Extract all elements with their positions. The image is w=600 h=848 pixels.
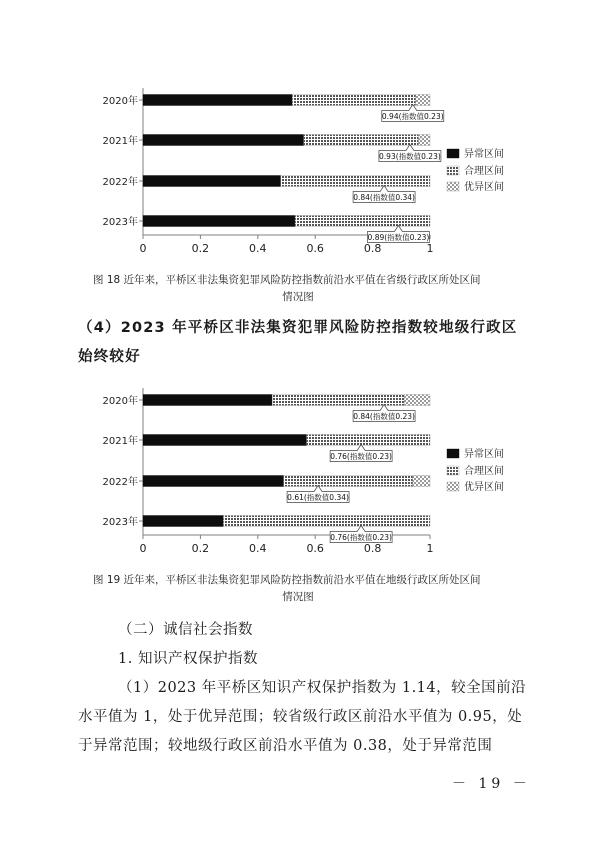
- marker-callout: [353, 186, 415, 203]
- chart-18: [0, 80, 600, 265]
- subsection-1-title: 1. 知识产权保护指数: [118, 651, 258, 667]
- bar-segment-abnormal: [143, 516, 223, 527]
- legend-label: 异常区间: [464, 449, 504, 460]
- y-category-label: 2021年: [102, 436, 138, 447]
- page-number: － 19 －: [452, 776, 531, 792]
- marker-callout-label: 0.61(指数值0.34): [287, 493, 349, 502]
- bar-segment-abnormal: [143, 216, 295, 227]
- legend-swatch-abnormal: [447, 449, 459, 458]
- y-category-label: 2020年: [102, 96, 138, 107]
- x-tick-label: 0.8: [363, 242, 382, 255]
- marker-callout-label: 0.94(指数值0.23): [381, 112, 444, 121]
- y-category-label: 2022年: [102, 477, 138, 488]
- x-tick-label: 0.6: [306, 542, 324, 555]
- legend-swatch-abnormal: [447, 149, 459, 158]
- figure-19: [0, 380, 600, 565]
- marker-callout: [330, 445, 392, 462]
- bar-segment-reasonable: [223, 516, 430, 527]
- figure-18: [0, 80, 600, 265]
- legend-label: 合理区间: [464, 166, 504, 177]
- x-tick-label: 0: [139, 242, 147, 255]
- marker-callout: [287, 486, 349, 503]
- paragraph-ip-index: （1）2023 年平桥区知识产权保护指数为 1.14，较全国前沿水平值为 1，处于优异范围；较省级行政区前沿水平值为 0.95，处于异常范围；较地级行政区前沿水平值为 0.38，处于异常范围: [78, 680, 527, 754]
- paragraph-4-heading: （4）2023 年平桥区非法集资犯罪风险防控指数较地级行政区始终较好: [78, 320, 518, 365]
- figure-18-caption: [93, 272, 513, 306]
- figure-19-caption: [93, 572, 513, 606]
- bar-segment-excellent: [416, 95, 430, 106]
- bar-segment-reasonable: [295, 216, 430, 227]
- figure-18-caption-line1: 图 18 近年来，平桥区非法集资犯罪风险防控指数前沿水平值在省级行政区所处区间: [93, 274, 481, 286]
- bar-segment-abnormal: [143, 95, 292, 106]
- x-tick-label: 0.2: [191, 242, 210, 255]
- marker-callout-label: 0.84(指数值0.34): [353, 193, 415, 202]
- legend-swatch-reasonable: [447, 166, 459, 175]
- bar-segment-abnormal: [143, 135, 304, 146]
- marker-callout: [353, 405, 415, 422]
- x-tick-label: 0.4: [249, 542, 267, 555]
- legend-swatch-reasonable: [447, 466, 459, 475]
- legend-swatch-excellent: [447, 182, 459, 191]
- y-category-label: 2020年: [102, 396, 138, 407]
- section-2-title: （二）诚信社会指数: [118, 622, 253, 638]
- marker-callout: [330, 526, 392, 543]
- legend-label: 优异区间: [464, 182, 504, 193]
- bar-segment-reasonable: [281, 176, 430, 187]
- x-tick-label: 0: [139, 542, 147, 555]
- y-category-label: 2021年: [102, 136, 138, 147]
- bar-segment-reasonable: [307, 435, 430, 446]
- bar-segment-reasonable: [284, 476, 413, 487]
- bar-segment-abnormal: [143, 176, 281, 187]
- marker-callout-label: 0.89(指数值0.23): [367, 233, 430, 242]
- marker-callout-label: 0.93(指数值0.23): [379, 152, 441, 161]
- bar-segment-abnormal: [143, 435, 307, 446]
- marker-callout-label: 0.76(指数值0.23): [330, 452, 393, 461]
- x-tick-label: 0.8: [363, 542, 382, 555]
- x-tick-label: 1: [426, 542, 434, 555]
- figure-18-caption-line2: 情况图: [282, 291, 314, 303]
- bar-segment-excellent: [404, 395, 430, 406]
- x-tick-label: 0.6: [306, 242, 324, 255]
- marker-callout: [367, 226, 429, 243]
- chart-19: [0, 380, 600, 565]
- marker-callout: [382, 105, 444, 122]
- bar-segment-excellent: [419, 135, 430, 146]
- marker-callout: [379, 145, 441, 162]
- bar-segment-abnormal: [143, 476, 284, 487]
- marker-callout-label: 0.84(指数值0.23): [353, 412, 415, 421]
- y-category-label: 2023年: [102, 517, 138, 528]
- bar-segment-reasonable: [304, 135, 419, 146]
- figure-19-caption-line2: 情况图: [282, 591, 314, 603]
- legend-label: 优异区间: [464, 482, 504, 493]
- bar-segment-reasonable: [272, 395, 404, 406]
- marker-callout-label: 0.76(指数值0.23): [330, 533, 393, 542]
- x-tick-label: 1: [426, 242, 434, 255]
- x-tick-label: 0.2: [191, 542, 210, 555]
- bar-segment-reasonable: [292, 95, 415, 106]
- bar-segment-abnormal: [143, 395, 272, 406]
- bar-segment-excellent: [413, 476, 430, 487]
- legend-label: 合理区间: [464, 466, 504, 477]
- legend-label: 异常区间: [464, 149, 504, 160]
- figure-19-caption-line1: 图 19 近年来，平桥区非法集资犯罪风险防控指数前沿水平值在地级行政区所处区间: [93, 574, 481, 586]
- y-category-label: 2022年: [102, 177, 138, 188]
- y-category-label: 2023年: [102, 217, 138, 228]
- x-tick-label: 0.4: [249, 242, 267, 255]
- legend-swatch-excellent: [447, 482, 459, 491]
